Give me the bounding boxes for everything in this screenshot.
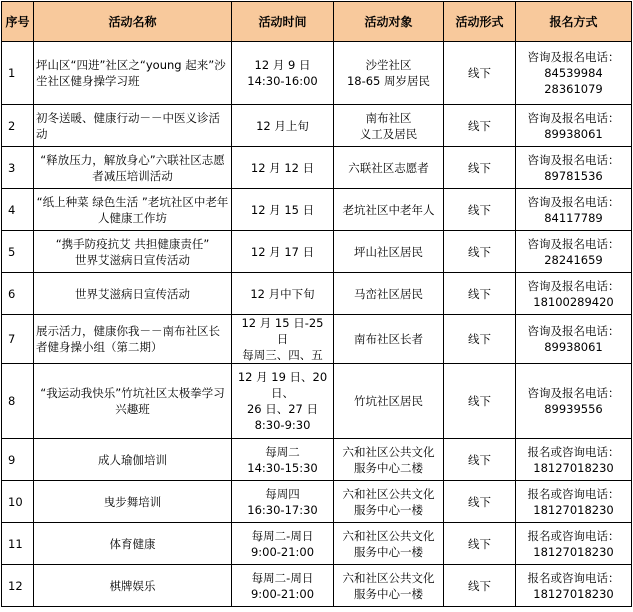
table-row: [2, 315, 632, 364]
table-row: [2, 565, 632, 607]
cell-name: 成人瑜伽培训: [34, 439, 232, 481]
header-name: 活动名称: [34, 2, 232, 42]
cell-contact: 咨询及报名电话： 28241659: [516, 231, 632, 273]
header-form: 活动形式: [444, 2, 516, 42]
header-time: 活动时间: [232, 2, 334, 42]
cell-no: 7: [2, 315, 34, 364]
cell-contact: 咨询及报名电话： 89938061: [516, 315, 632, 364]
cell-time: 12 月 15 日: [232, 189, 334, 231]
cell-contact: 咨询及报名电话： 18100289420: [516, 273, 632, 315]
cell-time: 12 月 9 日 14:30-16:00: [232, 42, 334, 105]
table-row: [2, 42, 632, 105]
cell-target: 南布社区 义工及居民: [334, 105, 444, 147]
cell-no: 1: [2, 42, 34, 105]
cell-target: 六和社区公共文化 服务中心一楼: [334, 481, 444, 523]
table-row: [2, 439, 632, 481]
table-row: [2, 364, 632, 439]
cell-name: “携手防疫抗艾 共担健康责任” 世界艾滋病日宣传活动: [34, 231, 232, 273]
cell-time: 12 月中下旬: [232, 273, 334, 315]
cell-form: 线下: [444, 273, 516, 315]
cell-contact: 咨询及报名电话： 89938061: [516, 105, 632, 147]
cell-contact: 咨询及报名电话： 89781536: [516, 147, 632, 189]
cell-name: 棋牌娱乐: [34, 565, 232, 607]
cell-name: 展示活力，健康你我－－南布社区长者健身操小组（第二期）: [34, 315, 232, 364]
cell-name: “纸上种菜 绿色生活 ”老坑社区中老年人健康工作坊: [34, 189, 232, 231]
table-row: [2, 523, 632, 565]
cell-time: 12 月 12 日: [232, 147, 334, 189]
table-row: [2, 481, 632, 523]
cell-no: 10: [2, 481, 34, 523]
cell-time: 每周二-周日 9:00-21:00: [232, 565, 334, 607]
cell-time: 12 月 19 日、20 日、 26 日、27 日 8:30-9:30: [232, 364, 334, 439]
cell-target: 坪山社区居民: [334, 231, 444, 273]
cell-time: 12 月 17 日: [232, 231, 334, 273]
table-row: [2, 105, 632, 147]
cell-name: “我运动我快乐”竹坑社区太极拳学习兴趣班: [34, 364, 232, 439]
cell-no: 9: [2, 439, 34, 481]
cell-no: 2: [2, 105, 34, 147]
cell-time: 每周四 16:30-17:30: [232, 481, 334, 523]
cell-contact: 报名或咨询电话： 18127018230: [516, 565, 632, 607]
cell-time: 12 月 15 日-25 日 每周三、四、五: [232, 315, 334, 364]
cell-no: 8: [2, 364, 34, 439]
cell-contact: 报名或咨询电话： 18127018230: [516, 523, 632, 565]
cell-form: 线下: [444, 147, 516, 189]
cell-form: 线下: [444, 565, 516, 607]
cell-name: 体育健康: [34, 523, 232, 565]
cell-name: 坪山区“四进”社区之“young 起来”沙坣社区健身操学习班: [34, 42, 232, 105]
header-no: 序号: [2, 2, 34, 42]
cell-time: 12 月上旬: [232, 105, 334, 147]
cell-form: 线下: [444, 481, 516, 523]
cell-time: 每周二 14:30-15:30: [232, 439, 334, 481]
cell-contact: 咨询及报名电话： 89939556: [516, 364, 632, 439]
cell-contact: 咨询及报名电话： 84539984 28361079: [516, 42, 632, 105]
cell-name: “释放压力，解放身心”六联社区志愿者减压培训活动: [34, 147, 232, 189]
cell-contact: 报名或咨询电话： 18127018230: [516, 481, 632, 523]
cell-target: 南布社区长者: [334, 315, 444, 364]
cell-form: 线下: [444, 439, 516, 481]
cell-form: 线下: [444, 189, 516, 231]
cell-form: 线下: [444, 523, 516, 565]
table-row: [2, 147, 632, 189]
cell-form: 线下: [444, 315, 516, 364]
cell-target: 老坑社区中老年人: [334, 189, 444, 231]
cell-target: 六和社区公共文化 服务中心一楼: [334, 565, 444, 607]
cell-name: 初冬送暖、健康行动－－中医义诊活动: [34, 105, 232, 147]
cell-target: 六联社区志愿者: [334, 147, 444, 189]
cell-contact: 咨询及报名电话： 84117789: [516, 189, 632, 231]
cell-form: 线下: [444, 231, 516, 273]
cell-target: 六和社区公共文化 服务中心二楼: [334, 439, 444, 481]
cell-target: 沙坣社区 18-65 周岁居民: [334, 42, 444, 105]
cell-no: 3: [2, 147, 34, 189]
cell-contact: 报名或咨询电话： 18127018230: [516, 439, 632, 481]
cell-no: 12: [2, 565, 34, 607]
header-target: 活动对象: [334, 2, 444, 42]
cell-time: 每周二-周日 9:00-21:00: [232, 523, 334, 565]
table-row: [2, 231, 632, 273]
cell-name: 世界艾滋病日宣传活动: [34, 273, 232, 315]
activity-table: [1, 1, 632, 607]
cell-no: 5: [2, 231, 34, 273]
cell-form: 线下: [444, 42, 516, 105]
table-row: [2, 189, 632, 231]
cell-target: 六和社区公共文化 服务中心一楼: [334, 523, 444, 565]
cell-no: 6: [2, 273, 34, 315]
cell-no: 11: [2, 523, 34, 565]
table-row: [2, 273, 632, 315]
cell-form: 线下: [444, 364, 516, 439]
cell-form: 线下: [444, 105, 516, 147]
header-contact: 报名方式: [516, 2, 632, 42]
header-row: [2, 2, 632, 42]
cell-name: 曳步舞培训: [34, 481, 232, 523]
cell-target: 竹坑社区居民: [334, 364, 444, 439]
cell-target: 马峦社区居民: [334, 273, 444, 315]
cell-no: 4: [2, 189, 34, 231]
